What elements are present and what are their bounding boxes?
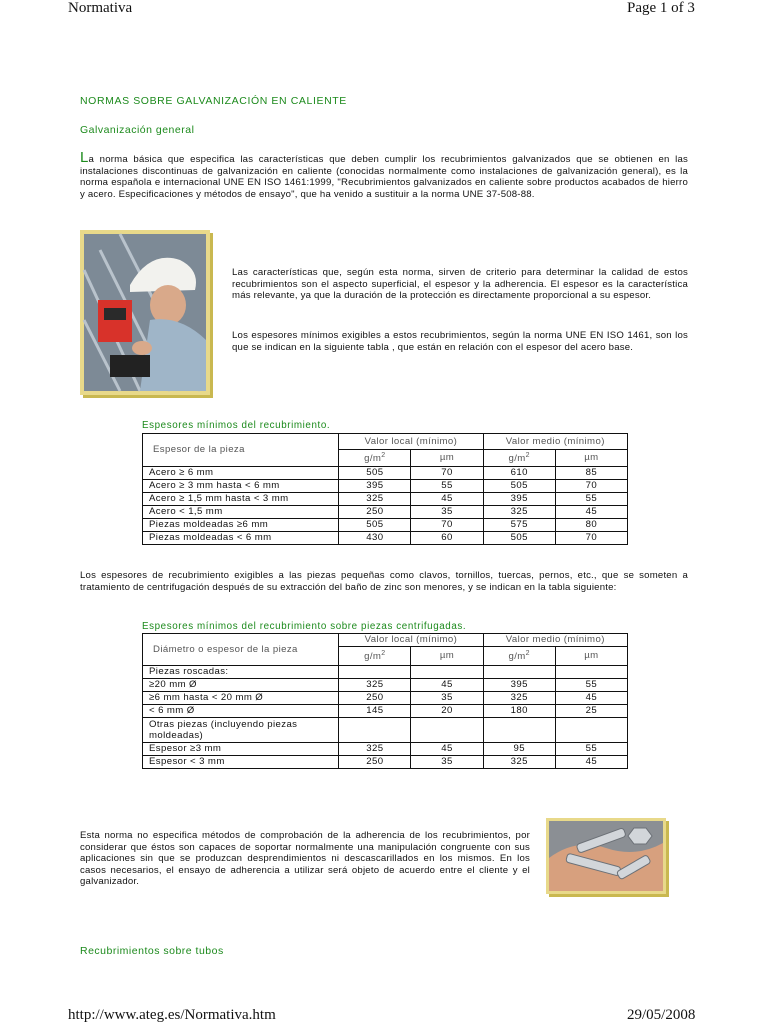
side-paragraph-2: Los espesores mínimos exigibles a estos recubrimientos, según la norma UNE EN ISO 1461, son los que se indican en la siguiente tabla , que están en relación con el espesor del acero base. xyxy=(232,330,688,353)
side-paragraph-1: Las características que, según esta norma, sirven de criterio para determinar la calidad de estos recubrimientos son el aspecto superficial, el espesor y la adherencia. El espesor es la característica más relevante, ya que la duración de la protección es directamente proporcional a su espesor. xyxy=(232,267,688,302)
adherence-paragraph: Esta norma no especifica métodos de comprobación de la adherencia de los recubrimientos, por considerar que éstos son capaces de soportar normalmente una manipulación congruente con sus aplicaciones sin que se produzcan desprendimientos ni descascarillados en los mismos. En los casos necesarios, el ensayo de adherencia a utilizar será objeto de acuerdo entre el cliente y el galvanizador. xyxy=(80,830,530,888)
table1 xyxy=(142,433,628,545)
table-row: Piezas roscadas: xyxy=(143,666,628,679)
section-heading-tubes: Recubrimientos sobre tubos xyxy=(80,945,224,957)
table1-unit-um-medio: µm xyxy=(555,450,627,467)
table-row: ≥6 mm hasta < 20 mm Ø 250 35 325 45 xyxy=(143,692,628,705)
table2-unit-g-local: $g/m^2$ xyxy=(339,647,411,666)
table1-col-piece: Espesor de la pieza xyxy=(143,434,339,467)
table1-unit-um-local: µm xyxy=(411,450,483,467)
table2-unit-um-local: µm xyxy=(411,647,483,666)
header-left: Normativa xyxy=(68,0,133,16)
page-title: NORMAS SOBRE GALVANIZACIÓN EN CALIENTE xyxy=(80,95,347,107)
table-row: Acero ≥ 1,5 mm hasta < 3 mm 325 45 395 55 xyxy=(143,493,628,506)
dropcap: L xyxy=(80,149,89,166)
table2-caption: Espesores mínimos del recubrimiento sobre piezas centrifugadas. xyxy=(142,621,467,632)
table-row: Piezas moldeadas ≥6 mm 505 70 575 80 xyxy=(143,519,628,532)
table2-unit-um-medio: µm xyxy=(555,647,627,666)
bolts-photo xyxy=(546,818,666,894)
table-row: Acero ≥ 6 mm 505 70 610 85 xyxy=(143,467,628,480)
footer-url[interactable]: http://www.ateg.es/Normativa.htm xyxy=(68,1007,276,1023)
table-row: Otras piezas (incluyendo piezas moldeadas) xyxy=(143,718,628,743)
table-row: Espesor ≥3 mm 325 45 95 55 xyxy=(143,743,628,756)
table-row: Espesor < 3 mm 250 35 325 45 xyxy=(143,756,628,769)
header-page-number: Page 1 of 3 xyxy=(627,0,695,16)
worker-photo xyxy=(80,230,210,395)
table1-col-medio: Valor medio (mínimo) xyxy=(483,434,627,450)
table1-unit-g-local: $g/m^2$ xyxy=(339,450,411,467)
table-row: < 6 mm Ø 145 20 180 25 xyxy=(143,705,628,718)
table2-col-medio: Valor medio (mínimo) xyxy=(483,634,627,647)
table-row: Acero < 1,5 mm 250 35 325 45 xyxy=(143,506,628,519)
table2-unit-g-medio: $g/m^2$ xyxy=(483,647,555,666)
intro-paragraph xyxy=(80,149,688,200)
intro-text: a norma básica que especifica las características que deben cumplir los recubrimientos galvanizados que se obtienen en las instalaciones discontinuas de galvanización en caliente (conocidas normalmente como instalaciones de galvanización general), es la norma española e internacional UNE EN ISO 1461:1999, "Recubrimientos galvanizados en caliente sobre productos acabados de hierro y acero. Especificaciones y métodos de ensayo", que ha venido a sustituir a la norma UNE 37-508-88. xyxy=(80,154,688,200)
table2-col-piece: Diámetro o espesor de la pieza xyxy=(143,634,339,666)
table2-col-local: Valor local (mínimo) xyxy=(339,634,483,647)
table1-caption: Espesores mínimos del recubrimiento. xyxy=(142,420,331,431)
table-row: ≥20 mm Ø 325 45 395 55 xyxy=(143,679,628,692)
section-heading-general: Galvanización general xyxy=(80,124,195,136)
centrifuged-paragraph: Los espesores de recubrimiento exigibles a las piezas pequeñas como clavos, tornillos, tuercas, pernos, etc., que se someten a tratamiento de centrifugación después de su extracción del baño de zinc son menores, y se indican en la tabla siguiente: xyxy=(80,570,688,593)
table1-unit-g-medio: $g/m^2$ xyxy=(483,450,555,467)
table1-col-local: Valor local (mínimo) xyxy=(339,434,483,450)
table-row: Acero ≥ 3 mm hasta < 6 mm 395 55 505 70 xyxy=(143,480,628,493)
table2 xyxy=(142,633,628,769)
footer-date: 29/05/2008 xyxy=(627,1007,696,1023)
table-row: Piezas moldeadas < 6 mm 430 60 505 70 xyxy=(143,532,628,545)
